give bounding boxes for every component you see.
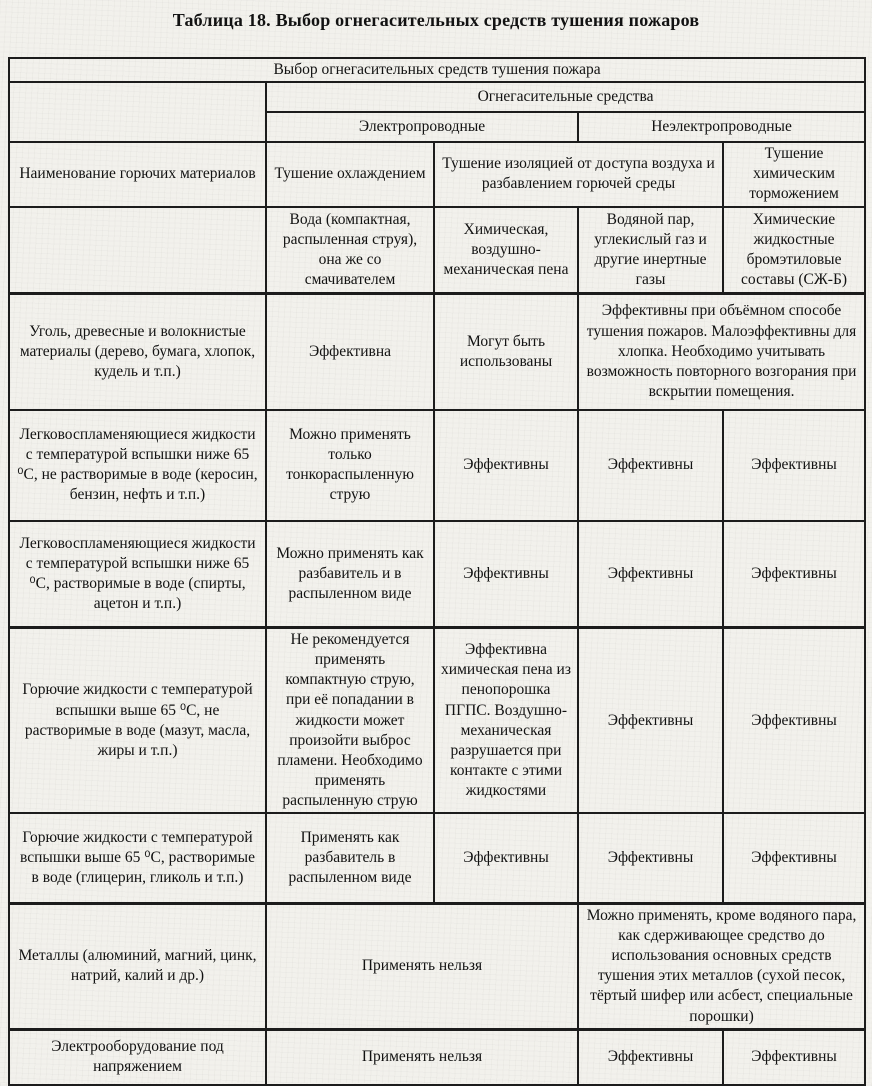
header-isolation: Тушение изоляцией от доступа воздуха и разбавлением горючей среды <box>434 142 723 206</box>
cell-flammable-soluble-foam: Эффективны <box>434 521 578 628</box>
cell-combustible-soluble-inert: Эффективны <box>578 813 723 903</box>
cell-combustible-soluble-bromethyl: Эффективны <box>723 813 865 903</box>
cell-material-coal-wood: Уголь, древесные и волокнистые материалы (дерево, бумага, хлопок, кудель и т.п.) <box>9 294 266 410</box>
cell-combustible-insoluble-foam: Эффективна химическая пена из пенопорошка ПГПС. Воздушно-механическая разрушается при контакте с этими жидкостями <box>434 628 578 814</box>
cell-material-flammable-insoluble: Легковоспламеняющиеся жидкости с температурой вспышки ниже 65 ⁰С, не растворимые в воде (керосин, бензин, нефть и т.п.) <box>9 410 266 521</box>
cell-combustible-insoluble-cooling: Не рекомендуется применять компактную струю, при её попадании в жидкости может произойти выброс пламени. Необходимо применять распыленную струю <box>266 628 434 814</box>
subheader-foam: Химическая, воздушно-механическая пена <box>434 207 578 294</box>
cell-electrical-forbidden: Применять нельзя <box>266 1029 578 1085</box>
cell-electrical-inert: Эффективны <box>578 1029 723 1085</box>
cell-combustible-soluble-cooling: Применять как разбавитель в распыленном виде <box>266 813 434 903</box>
cell-electrical-bromethyl: Эффективны <box>723 1029 865 1085</box>
cell-combustible-insoluble-bromethyl: Эффективны <box>723 628 865 814</box>
empty-corner-cell <box>9 82 266 142</box>
cell-flammable-soluble-inert: Эффективны <box>578 521 723 628</box>
cell-flammable-soluble-cooling: Можно применять как разбавитель и в распыленном виде <box>266 521 434 628</box>
cell-combustible-soluble-foam: Эффективны <box>434 813 578 903</box>
header-nonconductive: Неэлектропроводные <box>578 112 865 142</box>
cell-combustible-insoluble-inert: Эффективны <box>578 628 723 814</box>
header-materials: Наименование горючих материалов <box>9 142 266 206</box>
cell-flammable-insoluble-inert: Эффективны <box>578 410 723 521</box>
page-title: Таблица 18. Выбор огнегасительных средств тушения пожаров <box>172 10 700 30</box>
cell-metals-inert-bromethyl: Можно применять, кроме водяного пара, как сдерживающее средство до использования основных средств тушения этих металлов (сухой песок, тёртый шифер или асбест, специальные порошки) <box>578 903 865 1029</box>
subheader-inert-gases: Водяной пар, углекислый газ и другие инертные газы <box>578 207 723 294</box>
header-inhibition: Тушение химическим торможением <box>723 142 865 206</box>
cell-material-metals: Металлы (алюминий, магний, цинк, натрий, калий и др.) <box>9 903 266 1029</box>
fire-extinguishing-table <box>8 57 866 1086</box>
cell-material-combustible-insoluble: Горючие жидкости с температурой вспышки выше 65 ⁰С, не растворимые в воде (мазут, масла, жиры и т.п.) <box>9 628 266 814</box>
cell-material-electrical: Электрооборудование под напряжением <box>9 1029 266 1085</box>
header-conductive: Электропроводные <box>266 112 578 142</box>
subheader-bromethyl: Химические жидкостные бромэтиловые составы (СЖ-Б) <box>723 207 865 294</box>
cell-flammable-soluble-bromethyl: Эффективны <box>723 521 865 628</box>
cell-coal-inert-bromethyl: Эффективны при объёмном способе тушения пожаров. Малоэффективны для хлопка. Необходимо учитывать возможность повторного возгорания при вскрытии помещения. <box>578 294 865 410</box>
cell-coal-cooling: Эффективна <box>266 294 434 410</box>
empty-materials-cell <box>9 207 266 294</box>
cell-material-combustible-soluble: Горючие жидкости с температурой вспышки выше 65 ⁰С, растворимые в воде (глицерин, гликоль и т.п.) <box>9 813 266 903</box>
header-cooling: Тушение охлаждением <box>266 142 434 206</box>
cell-flammable-insoluble-bromethyl: Эффективны <box>723 410 865 521</box>
subheader-water: Вода (компактная, распыленная струя), она же со смачивателем <box>266 207 434 294</box>
cell-flammable-insoluble-cooling: Можно применять только тонкораспыленную струю <box>266 410 434 521</box>
cell-coal-foam: Могут быть использованы <box>434 294 578 410</box>
cell-metals-forbidden: Применять нельзя <box>266 903 578 1029</box>
cell-flammable-insoluble-foam: Эффективны <box>434 410 578 521</box>
table-caption-cell: Выбор огнегасительных средств тушения пожара <box>9 58 865 82</box>
header-agents-group: Огнегасительные средства <box>266 82 865 112</box>
cell-material-flammable-soluble: Легковоспламеняющиеся жидкости с температурой вспышки ниже 65 ⁰С, растворимые в воде (спирты, ацетон и т.п.) <box>9 521 266 628</box>
